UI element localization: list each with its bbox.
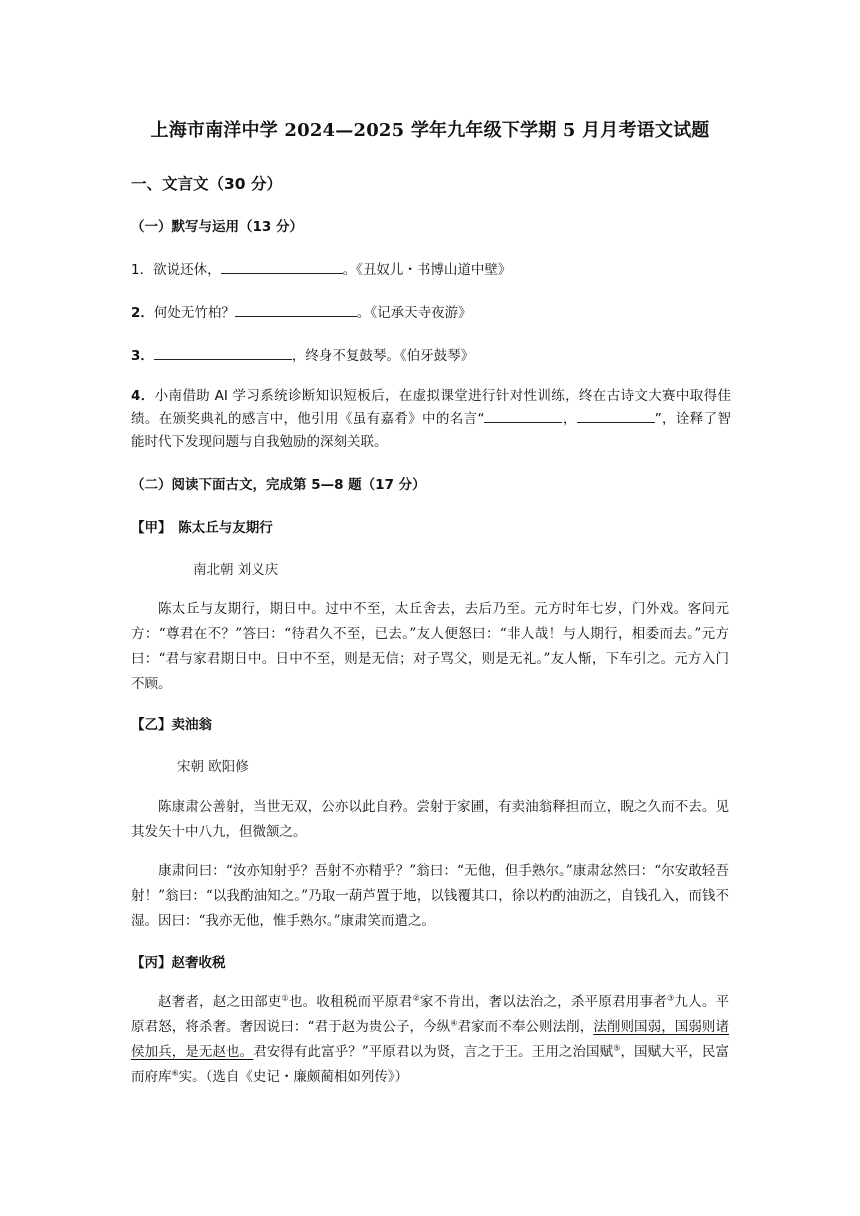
text-span: 也。收租税而平原君 [288, 994, 413, 1010]
passage-jia-heading: 【甲】 陈太丘与友期行 [131, 520, 273, 536]
passage-yi-paragraph-2: 康肃问曰：“汝亦知射乎？吾射不亦精乎？”翁曰：“无他，但手熟尔。”康肃忿然曰：“尔安敢轻吾射！”翁曰：“以我酌油知之。”乃取一葫芦置于地，以钱覆其口，徐以杓酌油沥之，自钱孔入，而钱不湿。因曰：“我亦无他，惟手熟尔。”康肃笑而遣之。 [131, 863, 729, 929]
footnote-marker: ⑤ [613, 1043, 621, 1053]
question-text: 欲说还休， [153, 262, 221, 278]
answer-blank[interactable] [221, 259, 343, 274]
footnote-marker: ⑥ [171, 1068, 179, 1078]
question-number: 1． [131, 262, 154, 278]
footnote-marker: ③ [666, 993, 675, 1003]
text-span: 赵奢者，赵之田部吏 [158, 994, 282, 1010]
passage-jia-text: 陈太丘与友期行，期日中。过中不至，太丘舍去，去后乃至。元方时年七岁，门外戏。客问元方：“尊君在不？”答曰：“待君久不至，已去。”友人便怒曰：“非人哉！与人期行，相委而去。”元方曰：“君与家君期日中。日中不至，则是无信；对子骂父，则是无礼。”友人惭，下车引之。元方入门不顾。 [131, 601, 729, 692]
question-1 [131, 258, 511, 278]
passage-yi-heading: 【乙】卖油翁 [131, 717, 212, 733]
answer-blank[interactable] [235, 302, 357, 317]
answer-blank[interactable] [154, 345, 292, 360]
question-2 [131, 301, 472, 321]
footnote-marker: ① [281, 993, 289, 1003]
passage-jia-author: 南北朝 刘义庆 [193, 562, 279, 578]
footnote-marker: ② [412, 993, 420, 1003]
question-number: 4． [131, 388, 155, 404]
passage-yi-author: 宋朝 欧阳修 [177, 759, 249, 775]
question-source: ，终身不复鼓琴。《伯牙鼓琴》 [291, 348, 475, 364]
question-text: 何处无竹柏？ [153, 305, 235, 321]
passage-bing-text [131, 990, 729, 1090]
underlined-sentence: 法削则国弱，国弱则诸侯加兵，是无赵也。 [131, 1019, 730, 1060]
text-span: 实。（选自《史记・廉颇蔺相如列传》） [178, 1069, 409, 1085]
text-span: 家不肯出，奢以法治之，杀平原君用事者 [419, 994, 667, 1010]
footnote-marker: ④ [450, 1018, 458, 1028]
passage-yi-paragraph-1: 陈康肃公善射，当世无双，公亦以此自矜。尝射于家圃，有卖油翁释担而立，睨之久而不去。见其发矢十中八九，但微颔之。 [131, 799, 729, 840]
answer-blank[interactable] [484, 408, 562, 423]
question-source: 。《记承天寺夜游》 [356, 305, 472, 321]
section-heading: 一、文言文（30 分） [131, 175, 282, 193]
question-text-continued: ”，诠释了智能时代下发现问题与自我勉励的深刻关联。 [131, 411, 731, 450]
passage-bing-heading: 【丙】赵奢收税 [131, 955, 226, 971]
question-3 [131, 344, 474, 364]
text-span: ，国赋大平，民富而府库 [131, 1044, 730, 1085]
text-span: 九人。平原君怒，将杀奢。奢因说曰：“君于赵为贵公子，今纵 [131, 994, 730, 1035]
blank-separator: ， [562, 411, 577, 427]
question-source: 。《丑奴儿・书博山道中壁》 [342, 262, 512, 278]
text-span: 君安得有此富乎？”平原君以为贤，言之于王。王用之治国赋 [253, 1044, 614, 1060]
text-span: 君家而不奉公则法削， [457, 1019, 594, 1035]
part-heading-dictation: （一）默写与运用（13 分） [131, 219, 303, 235]
part-heading-reading: （二）阅读下面古文，完成第 5—8 题（17 分） [131, 477, 426, 493]
page-title: 上海市南洋中学 2024—2025 学年九年级下学期 5 月月考语文试题 [150, 120, 710, 141]
question-text: 小南借助 AI 学习系统诊断知识短板后，在虚拟课堂进行针对性训练，终在古诗文大赛中取得佳绩。在颁奖典礼的感言中，他引用《虽有嘉肴》中的名言“ [131, 388, 731, 427]
question-number: 2． [131, 305, 154, 321]
question-number: 3． [131, 348, 154, 364]
question-4 [131, 385, 731, 454]
answer-blank[interactable] [577, 408, 655, 423]
